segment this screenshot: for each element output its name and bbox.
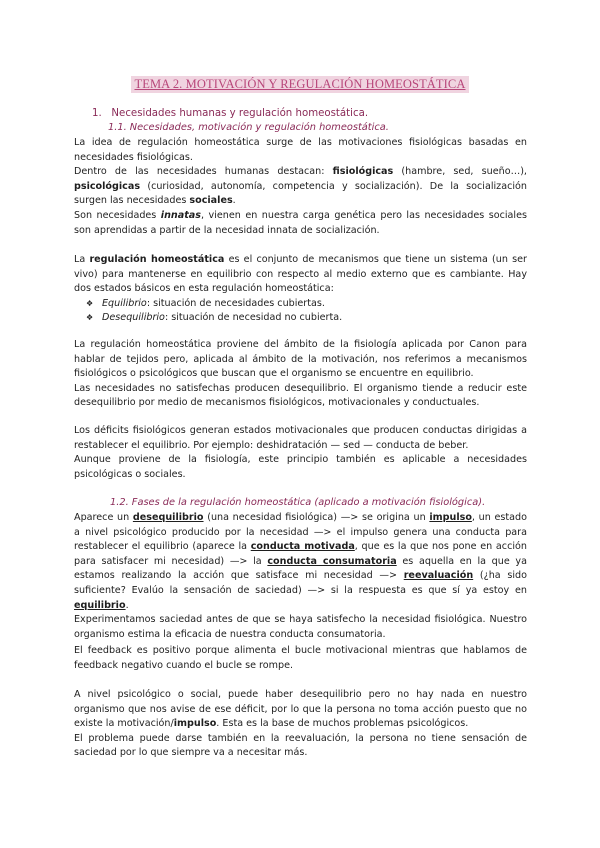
paragraph-block-origin xyxy=(74,338,527,411)
paragraph xyxy=(74,209,527,238)
text: : situación de necesidades cubiertas. xyxy=(146,297,325,309)
text: Aparece un xyxy=(74,512,133,523)
subsection-heading-1-1: 1.1. Necesidades, motivación y regulación homeostática. xyxy=(108,122,389,133)
key-term: conducta consumatoria xyxy=(267,555,397,567)
paragraph: El problema puede darse también en la reevaluación, la persona no tiene sensación de saciedad por lo que siempre va a necesitar más. xyxy=(74,732,527,759)
paragraph-block-feedback xyxy=(74,644,527,673)
text: (¿ha sido suficiente? Evalúo la sensación de saciedad) —> si la respuesta es que sí ya estoy en xyxy=(74,570,527,596)
paragraph xyxy=(74,253,527,297)
text: , vienen en nuestra carga genética pero las necesidades sociales son aprendidas a partir de la necesidad innata de socialización. xyxy=(74,209,527,236)
text: , un estado a nivel psicológico producido por la necesidad —> el impulso genera una conducta para restablecer el equilibrio (aparece la xyxy=(74,512,528,553)
text: A nivel psicológico o social, puede haber desequilibrio pero no hay nada en nuestro organismo que nos avise de ese déficit, por lo que la persona no toma acción puesto que no existe la motivación/ xyxy=(74,689,527,730)
list-item xyxy=(74,311,527,326)
bold-term: fisiológicas xyxy=(332,166,394,178)
bold-term: sociales xyxy=(189,195,233,207)
subsection-heading-1-2: 1.2. Fases de la regulación homeostática (aplicado a motivación fisiológica). xyxy=(110,497,486,508)
bullet-icon: ❖ xyxy=(86,313,94,323)
text: La xyxy=(74,254,90,265)
paragraph xyxy=(74,511,527,613)
paragraph: Los déficits fisiológicos generan estados motivacionales que producen conductas dirigidas a restablecer el equilibrio. Por ejemplo: deshidratación — sed — conducta de beber. xyxy=(74,425,527,451)
text: Dentro de las necesidades humanas destacan: xyxy=(74,166,333,178)
paragraph: Las necesidades no satisfechas producen desequilibrio. El organismo tiende a reducir este desequilibrio por medio de mecanismos fisiológicos, motivacionales y conductuales. xyxy=(74,382,527,409)
text: . xyxy=(125,599,129,611)
text: , que es la que nos pone en acción para satisfacer mi necesidad) —> la xyxy=(74,541,527,567)
paragraph: Aunque proviene de la fisiología, este principio también es aplicable a necesidades psicológicas o sociales. xyxy=(74,454,527,480)
text: . xyxy=(232,195,236,207)
key-term: reevaluación xyxy=(403,570,474,582)
paragraph: La idea de regulación homeostática surge de las motivaciones fisiológicas basadas en necesidades fisiológicas. xyxy=(74,137,527,163)
text: . Esta es la base de muchos problemas psicológicos. xyxy=(216,718,469,730)
italic-term: Equilibrio xyxy=(102,297,147,309)
key-term: impulso xyxy=(429,512,472,523)
paragraph xyxy=(74,688,527,732)
italic-term: Desequilibrio xyxy=(102,312,165,324)
paragraph: El feedback es positivo porque alimenta el bucle motivacional mientras que hablamos de feedback negativo cuando el bucle se rompe. xyxy=(74,645,527,671)
list-item xyxy=(74,297,527,312)
section-heading-1: 1. Necesidades humanas y regulación homeostática. xyxy=(92,108,369,119)
paragraph: Experimentamos saciedad antes de que se haya satisfecho la necesidad fisiológica. Nuestro organismo estima la eficacia de nuestra conducta consumatoria. xyxy=(74,614,527,640)
paragraph-block-phases xyxy=(74,511,527,642)
paragraph: La regulación homeostática proviene del ámbito de la fisiología aplicada por Canon para hablar de tejidos pero, aplicada al ámbito de la motivación, nos referimos a mecanismos fisiológicos o psicológicos que buscan que el organismo se encuentre en equilibrio. xyxy=(74,339,527,380)
text: Son necesidades xyxy=(74,209,161,221)
document-title: TEMA 2. MOTIVACIÓN Y REGULACIÓN HOMEOSTÁTICA xyxy=(131,76,468,93)
bold-term: regulación homeostática xyxy=(89,254,225,265)
paragraph-block-needs xyxy=(74,136,527,238)
text: es aquella en la que ya estamos realizando la acción que satisface mi necesidad —> xyxy=(74,555,527,582)
bold-term: psicológicas xyxy=(74,180,141,192)
bold-term: impulso xyxy=(173,718,217,730)
paragraph-block-deficits xyxy=(74,424,527,482)
paragraph-block-homeostasis xyxy=(74,253,527,326)
key-term: desequilibrio xyxy=(132,512,204,523)
text: (hambre, sed, sueño…), xyxy=(393,166,527,178)
paragraph xyxy=(74,165,527,209)
key-term: equilibrio xyxy=(74,599,126,611)
bullet-icon: ❖ xyxy=(86,298,94,308)
text: : situación de necesidad no cubierta. xyxy=(164,312,343,324)
text: (una necesidad fisiológica) —> se origina un xyxy=(203,512,430,523)
text: es el conjunto de mecanismos que tiene un sistema (un ser vivo) para mantenerse en equilibrio con respecto al medio externo que es cambiante. Hay dos estados básicos en esta regulación homeostática: xyxy=(74,254,527,295)
bold-italic-term: innatas xyxy=(160,209,201,221)
key-term: conducta motivada xyxy=(250,541,355,553)
text: (curiosidad, autonomía, competencia y socialización). De la socialización surgen las necesidades xyxy=(74,180,527,207)
title-wrapper xyxy=(0,73,600,93)
paragraph-block-psychological xyxy=(74,688,527,761)
